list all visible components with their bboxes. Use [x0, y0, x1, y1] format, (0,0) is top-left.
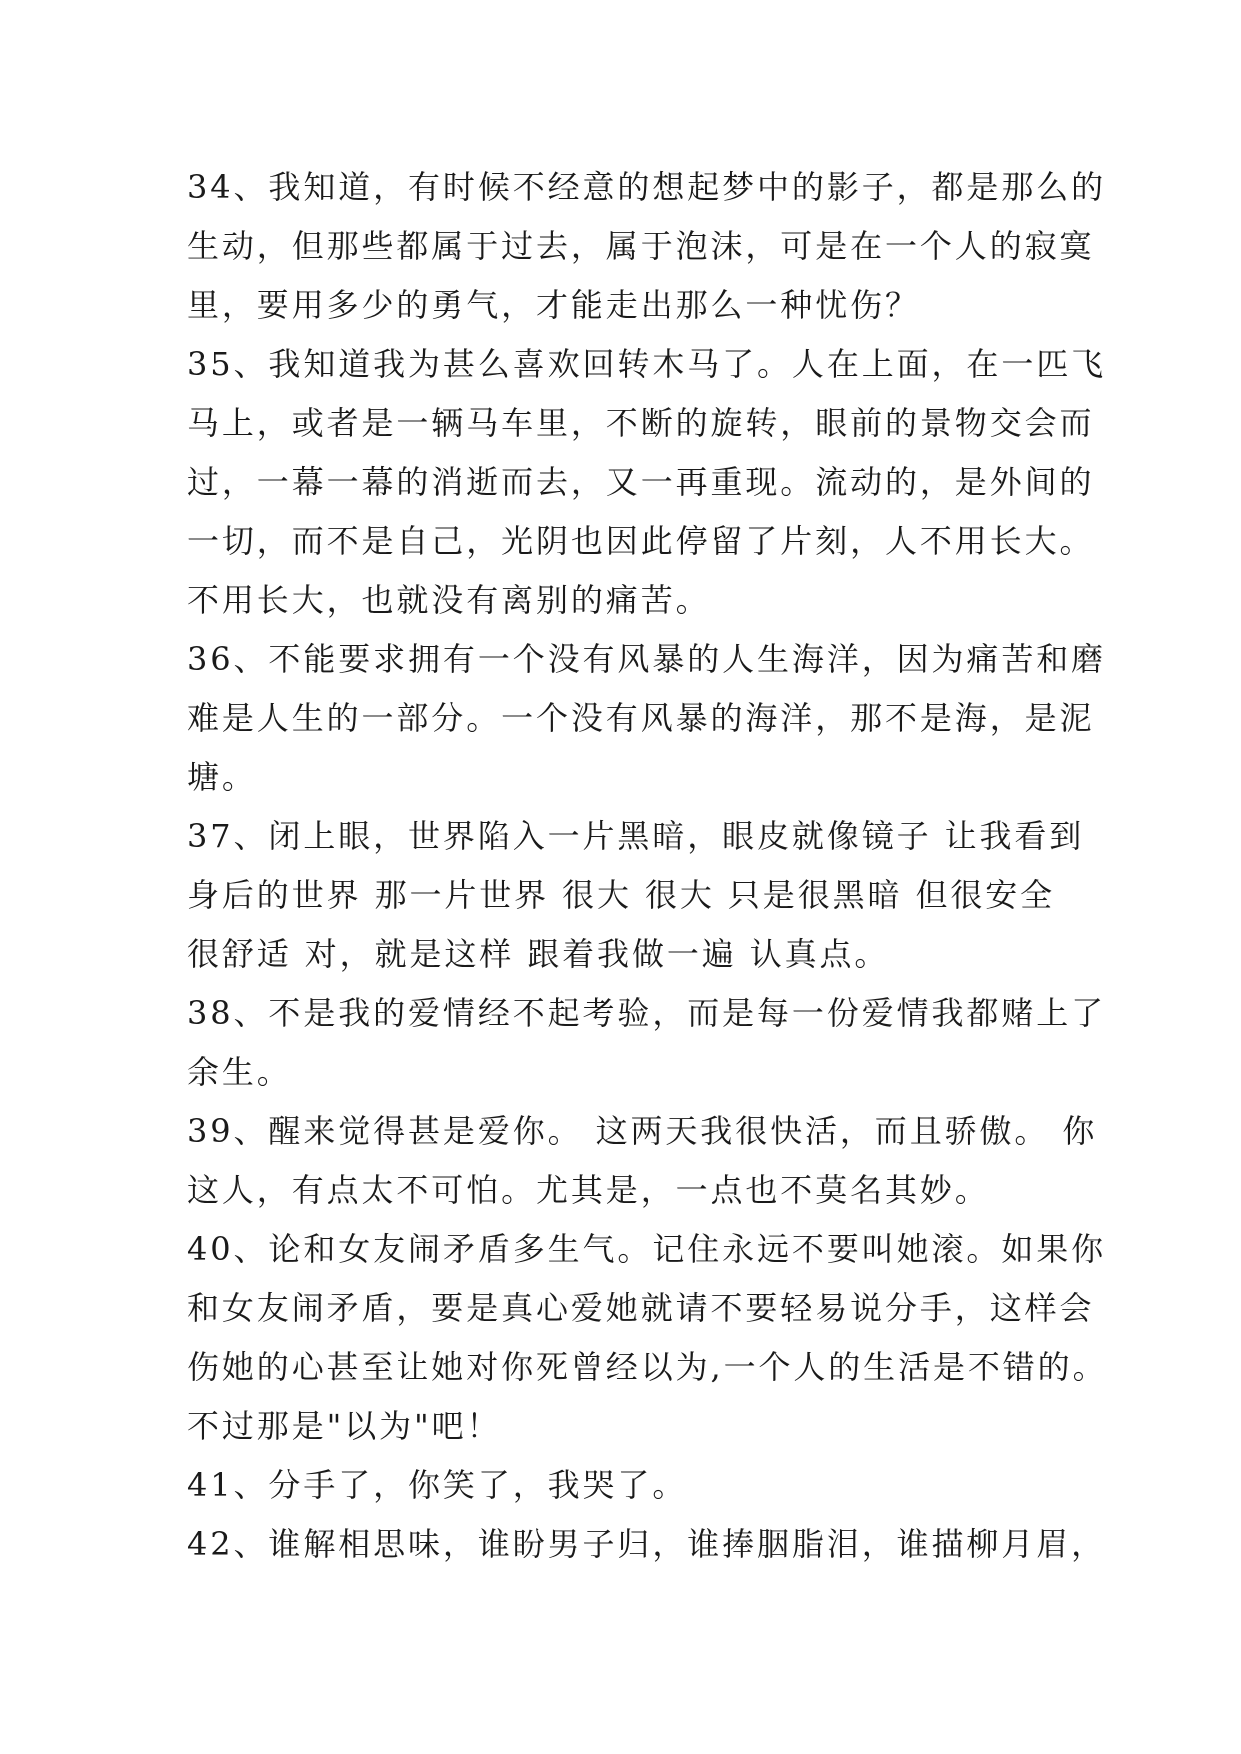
text-line: 38、不是我的爱情经不起考验，而是每一份爱情我都赌上了 [187, 994, 1107, 1032]
text-line: 很舒适 对，就是这样 跟着我做一遍 认真点。 [187, 935, 890, 973]
text-line: 塘。 [187, 758, 257, 796]
text-line: 里，要用多少的勇气，才能走出那么一种忧伤？ [187, 286, 920, 324]
text-line: 余生。 [187, 1053, 292, 1091]
text-line: 42、谁解相思味，谁盼男子归，谁捧胭脂泪，谁描柳月眉， [187, 1525, 1107, 1563]
document-body [187, 158, 1108, 1574]
text-line: 过，一幕一幕的消逝而去，又一再重现。流动的，是外间的 [187, 463, 1095, 501]
text-line: 39、醒来觉得甚是爱你。 这两天我很快活，而且骄傲。 你 [187, 1112, 1098, 1150]
text-line: 35、我知道我为甚么喜欢回转木马了。人在上面，在一匹飞 [187, 345, 1107, 383]
text-line: 41、分手了，你笑了，我哭了。 [187, 1466, 688, 1504]
text-line: 37、闭上眼，世界陷入一片黑暗，眼皮就像镜子 让我看到 [187, 817, 1085, 855]
text-line: 一切，而不是自己，光阴也因此停留了片刻，人不用长大。 [187, 522, 1095, 560]
text-line: 和女友闹矛盾，要是真心爱她就请不要轻易说分手，这样会 [187, 1289, 1095, 1327]
text-line: 不过那是"以为"吧！ [187, 1407, 502, 1445]
text-line: 难是人生的一部分。一个没有风暴的海洋，那不是海，是泥 [187, 699, 1095, 737]
text-line: 不用长大，也就没有离别的痛苦。 [187, 581, 711, 619]
text-line: 马上，或者是一辆马车里，不断的旋转，眼前的景物交会而 [187, 404, 1095, 442]
text-line: 身后的世界 那一片世界 很大 很大 只是很黑暗 但很安全 [187, 876, 1056, 914]
text-line: 这人，有点太不可怕。尤其是，一点也不莫名其妙。 [187, 1171, 990, 1209]
text-line: 36、不能要求拥有一个没有风暴的人生海洋，因为痛苦和磨 [187, 640, 1107, 678]
text-line: 34、我知道，有时候不经意的想起梦中的影子，都是那么的 [187, 168, 1107, 206]
text-line: 40、论和女友闹矛盾多生气。记住永远不要叫她滚。如果你 [187, 1230, 1107, 1268]
text-line: 生动，但那些都属于过去，属于泡沫，可是在一个人的寂寞 [187, 227, 1095, 265]
text-line: 伤她的心甚至让她对你死曾经以为,一个人的生活是不错的。 [187, 1348, 1108, 1386]
